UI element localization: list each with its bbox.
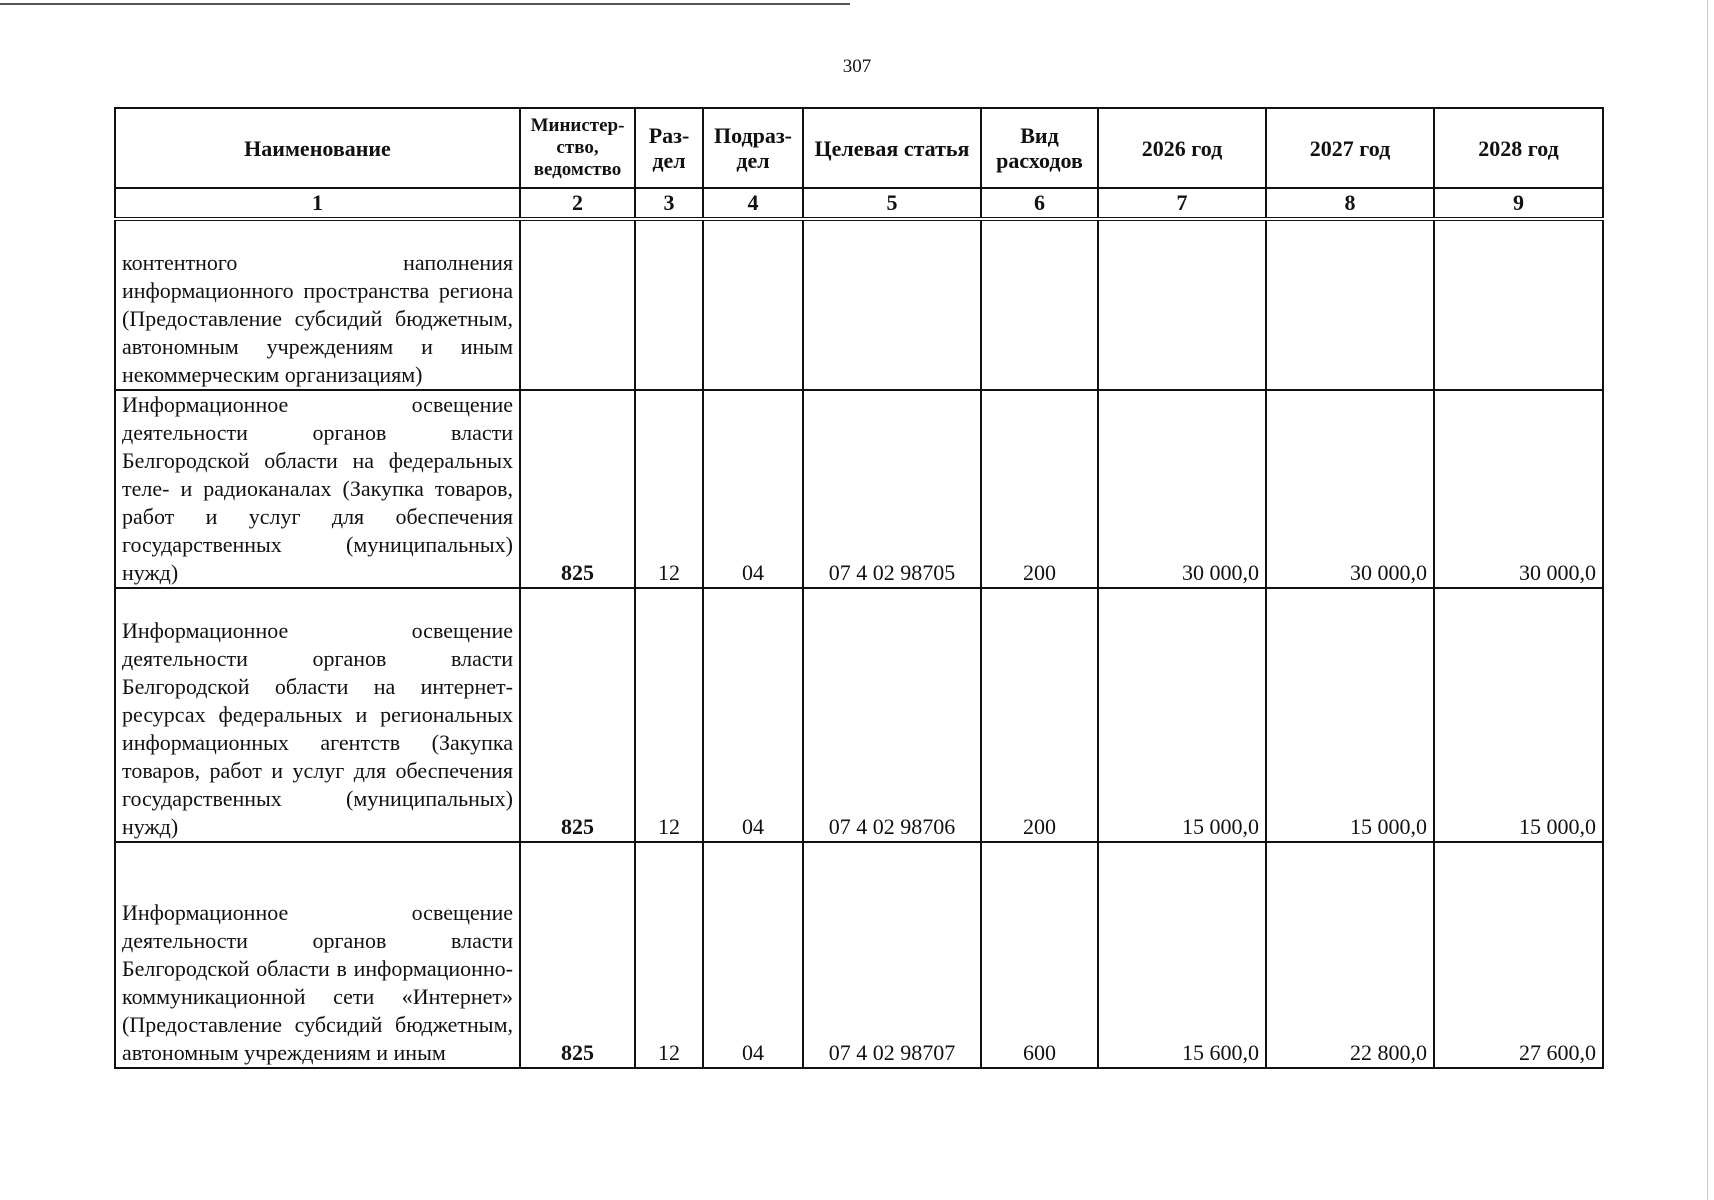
row-subsection: 04	[703, 588, 803, 842]
column-number: 2	[520, 188, 635, 219]
table-row	[115, 219, 1603, 390]
row-target: 07 4 02 98705	[803, 390, 981, 588]
row-amount-2027: 30 000,0	[1266, 390, 1434, 588]
row-amount-2027: 22 800,0	[1266, 842, 1434, 1068]
row-amount-2028: 27 600,0	[1434, 842, 1603, 1068]
column-number: 1	[115, 188, 520, 219]
row-expense-type	[981, 219, 1098, 390]
table-row	[115, 842, 1603, 1068]
header-ministry: Министер-ство, ведомство	[520, 108, 635, 188]
column-number: 7	[1098, 188, 1266, 219]
row-subsection	[703, 219, 803, 390]
row-section: 12	[635, 390, 703, 588]
row-name: Информационное освещение деятельности органов власти Белгородской области на федеральных теле- и радиоканалах (Закупка товаров, работ и услуг для обеспечения государственных (муниципальных) нужд)	[115, 390, 520, 588]
row-section: 12	[635, 588, 703, 842]
column-number: 3	[635, 188, 703, 219]
column-number: 8	[1266, 188, 1434, 219]
row-target: 07 4 02 98706	[803, 588, 981, 842]
header-target: Целевая статья	[803, 108, 981, 188]
row-subsection: 04	[703, 842, 803, 1068]
row-amount-2026	[1098, 219, 1266, 390]
row-expense-type: 200	[981, 390, 1098, 588]
row-name: контентного наполнения информационного пространства региона (Предоставление субсидий бюджетным, автономным учреждениям и иным некоммерческим организациям)	[115, 219, 520, 390]
row-ministry: 825	[520, 842, 635, 1068]
row-subsection: 04	[703, 390, 803, 588]
row-amount-2027: 15 000,0	[1266, 588, 1434, 842]
row-amount-2026: 30 000,0	[1098, 390, 1266, 588]
row-target	[803, 219, 981, 390]
row-ministry: 825	[520, 390, 635, 588]
row-amount-2026: 15 000,0	[1098, 588, 1266, 842]
table-row	[115, 588, 1603, 842]
row-ministry: 825	[520, 588, 635, 842]
scan-top-line	[0, 3, 850, 5]
row-name: Информационное освещение деятельности органов власти Белгородской области в информационно-коммуникационной сети «Интернет» (Предоставление субсидий бюджетным, автономным учреждениям и иным	[115, 842, 520, 1068]
header-expense-type: Вид расходов	[981, 108, 1098, 188]
row-amount-2026: 15 600,0	[1098, 842, 1266, 1068]
header-name: Наименование	[115, 108, 520, 188]
scan-right-edge	[1707, 0, 1708, 1200]
row-amount-2028	[1434, 219, 1603, 390]
column-number: 6	[981, 188, 1098, 219]
header-2028: 2028 год	[1434, 108, 1603, 188]
page-number: 307	[842, 56, 872, 77]
row-target: 07 4 02 98707	[803, 842, 981, 1068]
row-section: 12	[635, 842, 703, 1068]
header-row	[115, 108, 1603, 188]
row-amount-2028: 30 000,0	[1434, 390, 1603, 588]
row-ministry	[520, 219, 635, 390]
row-amount-2027	[1266, 219, 1434, 390]
table-row	[115, 390, 1603, 588]
header-subsection: Подраз-дел	[703, 108, 803, 188]
column-number: 5	[803, 188, 981, 219]
column-number: 4	[703, 188, 803, 219]
header-section: Раз-дел	[635, 108, 703, 188]
budget-table	[114, 107, 1604, 1069]
header-2027: 2027 год	[1266, 108, 1434, 188]
row-amount-2028: 15 000,0	[1434, 588, 1603, 842]
row-name: Информационное освещение деятельности органов власти Белгородской области на интернет-ресурсах федеральных и региональных информационных агентств (Закупка товаров, работ и услуг для обеспечения государственных (муниципальных) нужд)	[115, 588, 520, 842]
row-section	[635, 219, 703, 390]
column-numbers-row	[115, 188, 1603, 219]
row-expense-type: 600	[981, 842, 1098, 1068]
row-expense-type: 200	[981, 588, 1098, 842]
column-number: 9	[1434, 188, 1603, 219]
header-2026: 2026 год	[1098, 108, 1266, 188]
